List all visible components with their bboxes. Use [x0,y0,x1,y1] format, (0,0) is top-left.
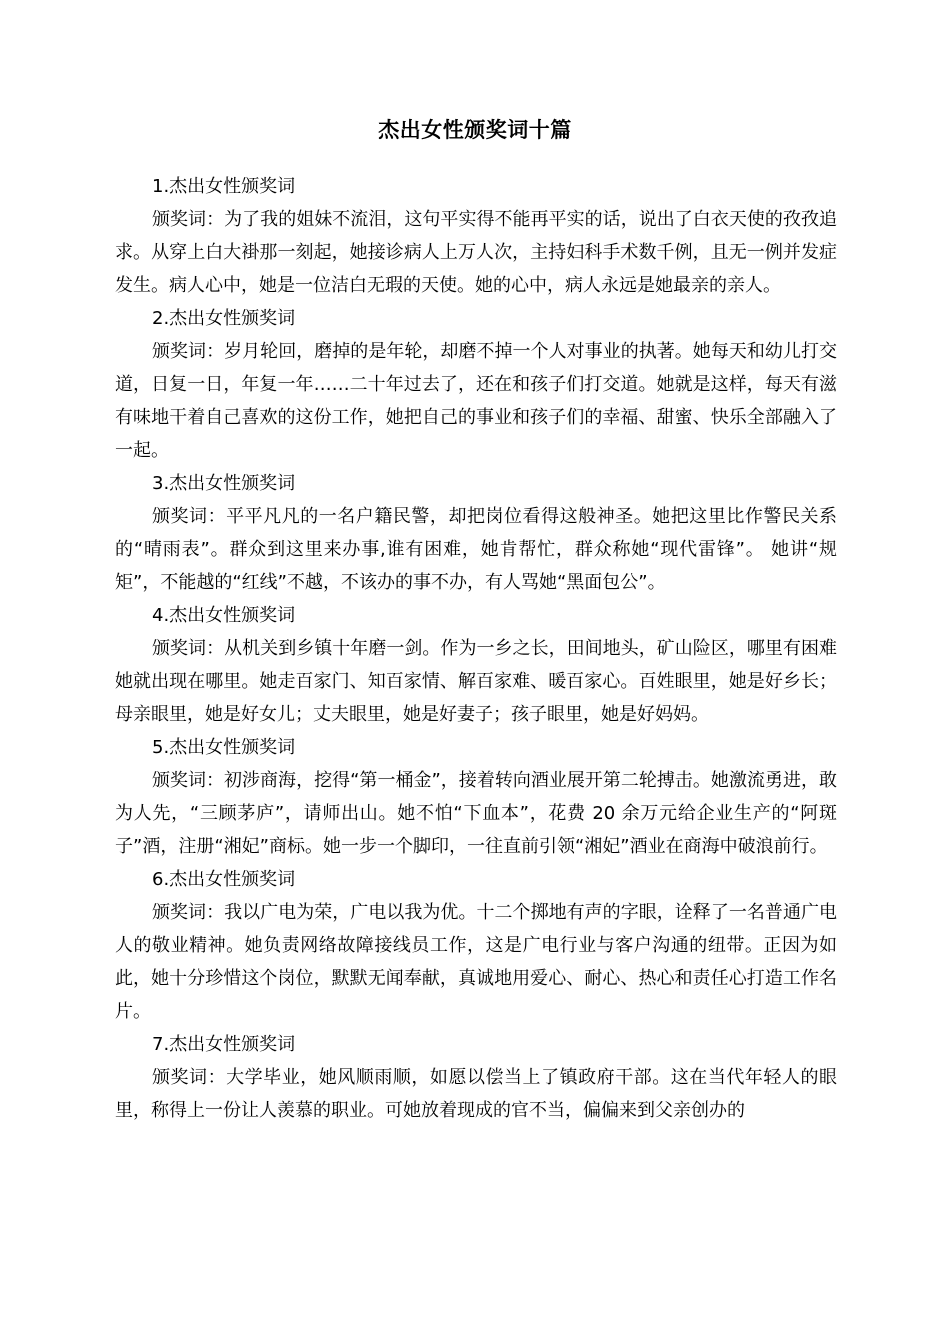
document-title: 杰出女性颁奖词十篇 [378,118,572,142]
section-heading: 4.杰出女性颁奖词 [152,605,296,626]
document-body [115,170,837,1127]
section-heading: 6.杰出女性颁奖词 [152,869,296,890]
section-paragraph: 颁奖词：岁月轮回，磨掉的是年轮，却磨不掉一个人对事业的执著。她每天和幼儿打交道，日复一日，年复一年……二十年过去了，还在和孩子们打交道。她就是这样，每天有滋有味地干着自己喜欢的这份工作，她把自己的事业和孩子们的幸福、甜蜜、快乐全部融入了一起。 [115,341,837,461]
section-heading: 1.杰出女性颁奖词 [152,176,296,197]
section-heading: 2.杰出女性颁奖词 [152,308,296,329]
section-paragraph: 颁奖词：为了我的姐妹不流泪，这句平实得不能再平实的话，说出了白衣天使的孜孜追求。从穿上白大褂那一刻起，她接诊病人上万人次，主持妇科手术数千例，且无一例并发症发生。病人心中，她是一位洁白无瑕的天使。她的心中，病人永远是她最亲的亲人。 [115,209,837,296]
section-paragraph: 颁奖词：大学毕业，她风顺雨顺，如愿以偿当上了镇政府干部。这在当代年轻人的眼里，称得上一份让人羡慕的职业。可她放着现成的官不当，偏偏来到父亲创办的 [115,1067,837,1121]
section-heading: 3.杰出女性颁奖词 [152,473,296,494]
section-paragraph: 颁奖词：从机关到乡镇十年磨一剑。作为一乡之长，田间地头，矿山险区，哪里有困难她就出现在哪里。她走百家门、知百家情、解百家难、暖百家心。百姓眼里，她是好乡长；母亲眼里，她是好女儿；丈夫眼里，她是好妻子；孩子眼里，她是好妈妈。 [115,638,837,725]
section-paragraph: 颁奖词：初涉商海，挖得“第一桶金”，接着转向酒业展开第二轮搏击。她激流勇进，敢为人先，“三顾茅庐”，请师出山。她不怕“下血本”，花费 20 余万元给企业生产的“阿斑子”酒，注册“湘妃”商标。她一步一个脚印，一往直前引领“湘妃”酒业在商海中破浪前行。 [115,770,837,857]
section-heading: 7.杰出女性颁奖词 [152,1034,296,1055]
section-paragraph: 颁奖词：平平凡凡的一名户籍民警，却把岗位看得这般神圣。她把这里比作警民关系的“晴雨表”。群众到这里来办事,谁有困难，她肯帮忙，群众称她“现代雷锋”。 她讲“规矩”，不能越的“红线”不越，不该办的事不办，有人骂她“黑面包公”。 [115,506,837,593]
section-heading: 5.杰出女性颁奖词 [152,737,296,758]
section-paragraph: 颁奖词：我以广电为荣，广电以我为优。十二个掷地有声的字眼，诠释了一名普通广电人的敬业精神。她负责网络故障接线员工作，这是广电行业与客户沟通的纽带。正因为如此，她十分珍惜这个岗位，默默无闻奉献，真诚地用爱心、耐心、热心和责任心打造工作名片。 [115,902,837,1022]
